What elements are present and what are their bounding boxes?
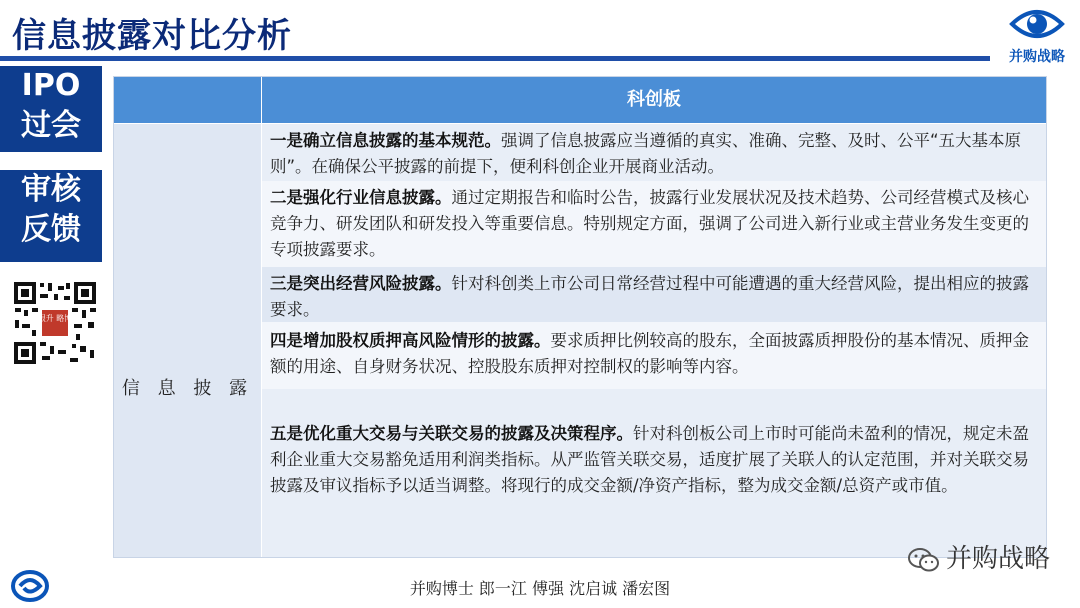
- table-row: [262, 267, 1046, 322]
- table-row: [262, 389, 1046, 557]
- table-row: [262, 181, 1046, 267]
- table-row: [262, 322, 1046, 389]
- item-heading: 四是增加股权质押高风险情形的披露。: [270, 331, 551, 350]
- item-text: 要求质押比例较高的股东，全面披露质押股份的基本情况、质押金额的用途、自身财务状况、控股股东质押对控制权的影响等内容。: [270, 331, 1029, 376]
- wechat-account[interactable]: [908, 538, 1050, 575]
- sidebar-ipo-line1: IPO: [21, 68, 81, 103]
- sidebar-ipo-line2: 过会: [21, 108, 81, 143]
- table-row: [262, 124, 1046, 181]
- footer-authors: 并购博士 郎一江 傅强 沈启诚 潘宏图: [409, 579, 671, 598]
- sidebar-review-line2: 反馈: [21, 212, 81, 247]
- sidebar-review-tab[interactable]: [0, 170, 102, 262]
- item-text: 针对科创板公司上市时可能尚未盈利的情况，规定未盈利企业重大交易豁免适用利润类指标。从严监管关联交易，适度扩展了关联人的认定范围，并对关联交易披露及审议指标予以适当调整。将现行的成交金额/净资产指标，整为成交金额/总资产或市值。: [270, 424, 1029, 495]
- row-label-disclosure: 信 息 披 露: [121, 378, 254, 399]
- brand-logo-text: 并购战略: [1009, 49, 1065, 65]
- brand-logo: [1004, 4, 1070, 66]
- eye-logo-icon: [1009, 4, 1065, 44]
- page-title: 信息披露对比分析: [12, 16, 292, 56]
- table-header-blank: [114, 77, 262, 123]
- column-header-kechuangban: 科创板: [627, 89, 681, 110]
- item-heading: 一是确立信息披露的基本规范。: [270, 131, 501, 150]
- sidebar-review-line1: 审核: [21, 172, 81, 207]
- qr-code-icon: [12, 280, 98, 366]
- row-label-cell: [114, 124, 262, 557]
- qr-stamp-text: 跟升 略博: [37, 314, 73, 323]
- item-text: 通过定期报告和临时公告，披露行业发展状况及技术趋势、公司经营模式及核心竞争力、研发团队和研发投入等重要信息。特别规定方面，强调了公司进入新行业或主营业务发生变更的专项披露要求。: [270, 188, 1029, 259]
- title-divider: [0, 56, 990, 61]
- item-text: 针对科创类上市公司日常经营过程中可能遭遇的重大经营风险，提出相应的披露要求。: [270, 274, 1029, 319]
- wechat-icon: [908, 547, 940, 573]
- item-text: 强调了信息披露应当遵循的真实、准确、完整、及时、公平“五大基本原则”。在确保公平披露的前提下，便利科创企业开展商业活动。: [270, 131, 1022, 176]
- item-heading: 二是强化行业信息披露。: [270, 188, 452, 207]
- comparison-table: [113, 76, 1047, 558]
- item-heading: 五是优化重大交易与关联交易的披露及决策程序。: [270, 424, 633, 443]
- item-heading: 三是突出经营风险披露。: [270, 274, 452, 293]
- sidebar-ipo-tab[interactable]: [0, 66, 102, 152]
- wechat-label: 并购战略: [945, 544, 1050, 574]
